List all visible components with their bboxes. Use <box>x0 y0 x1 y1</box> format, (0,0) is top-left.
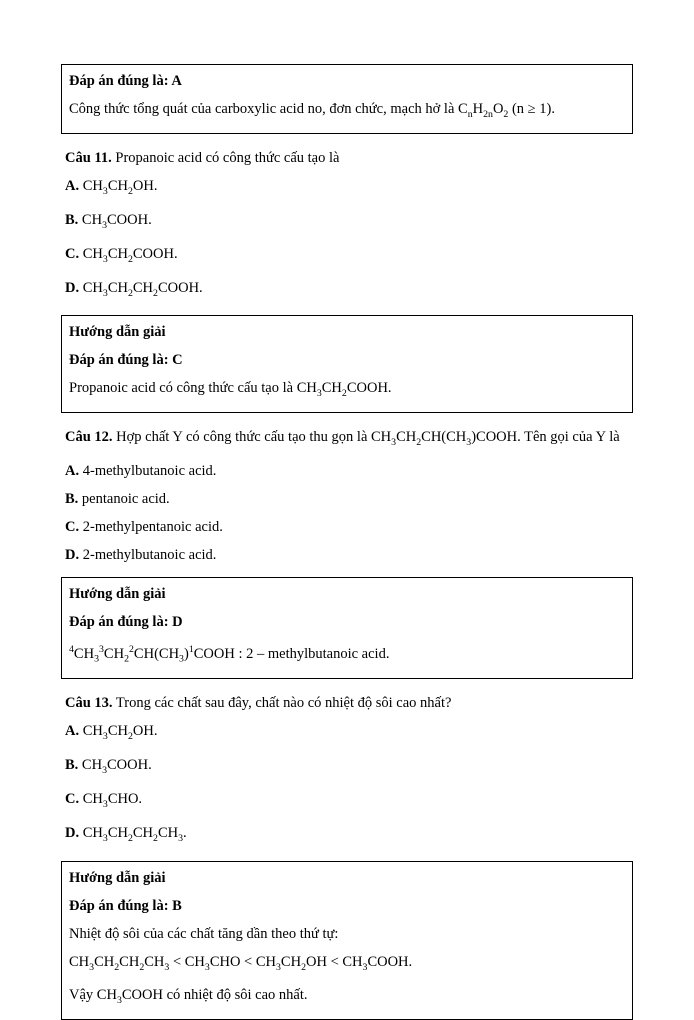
answer-line: Đáp án đúng là: A <box>69 73 182 89</box>
answer-line: Đáp án đúng là: B <box>69 897 182 914</box>
solution-line: Propanoic acid có công thức cấu tạo là $CH_3CH_2COOH$. <box>69 380 392 400</box>
option-label: A. <box>65 177 80 194</box>
option-b <box>65 751 629 785</box>
option-a <box>65 457 629 485</box>
option-a <box>65 172 629 206</box>
option-a <box>65 717 629 751</box>
solution-heading: Hướng dẫn giải <box>69 869 166 886</box>
option-text: $CH_3CHO$. <box>79 790 143 810</box>
question-13 <box>61 685 633 861</box>
option-text: $CH_3COOH$. <box>78 211 152 231</box>
question-stem <box>65 144 629 172</box>
question-number: Câu 13. <box>65 694 113 711</box>
option-text: $CH_3CH_2OH$. <box>79 177 158 197</box>
option-b <box>65 485 629 513</box>
option-label: C. <box>65 245 80 262</box>
option-label: D. <box>65 547 80 564</box>
solution-box-q13 <box>61 861 633 1020</box>
option-label: C. <box>65 519 80 536</box>
answer-line: Đáp án đúng là: C <box>69 352 183 369</box>
solution-box-q11 <box>61 315 633 413</box>
question-12 <box>61 419 633 577</box>
option-c <box>65 513 629 541</box>
question-text: Hợp chất Y có công thức cấu tạo thu gọn là $CH_3CH_2CH(CH_3)COOH$. Tên gọi của Y là <box>112 429 620 449</box>
question-text: Trong các chất sau đây, chất nào có nhiệt độ sôi cao nhất? <box>112 694 452 711</box>
option-d <box>65 541 629 569</box>
solution-box-q12 <box>61 577 633 679</box>
option-text: $CH_3CH_2CH_2CH_3$. <box>79 824 187 844</box>
option-text: pentanoic acid. <box>78 491 170 508</box>
option-c <box>65 785 629 819</box>
option-d <box>65 274 629 308</box>
answer-line: Đáp án đúng là: D <box>69 614 183 631</box>
question-text: Propanoic acid có công thức cấu tạo là <box>111 149 340 166</box>
solution-line: Nhiệt độ sôi của các chất tăng dần theo thứ tự: <box>69 925 339 942</box>
explanation-line: Công thức tổng quát của carboxylic acid no, đơn chức, mạch hở là $C_nH_{2n}O_2$ (n ≥ 1). <box>69 101 555 120</box>
option-label: A. <box>65 722 80 739</box>
answer-box-q10 <box>61 64 633 134</box>
solution-line: Vậy $CH_3COOH$ có nhiệt độ sôi cao nhất. <box>69 987 308 1007</box>
option-label: C. <box>65 790 80 807</box>
option-label: B. <box>65 756 79 773</box>
question-number: Câu 12. <box>65 429 113 446</box>
option-text: 2-methylpentanoic acid. <box>79 519 223 536</box>
option-label: B. <box>65 211 79 228</box>
option-label: D. <box>65 279 80 296</box>
option-text: $CH_3COOH$. <box>78 756 152 776</box>
option-c <box>65 240 629 274</box>
question-stem <box>65 689 629 717</box>
option-text: $CH_3CH_2COOH$. <box>79 245 178 265</box>
option-text: $CH_3CH_2OH$. <box>79 722 158 742</box>
solution-heading: Hướng dẫn giải <box>69 586 166 603</box>
question-number: Câu 11. <box>65 149 112 166</box>
option-label: A. <box>65 463 80 480</box>
option-text: 2-methylbutanoic acid. <box>79 547 217 564</box>
solution-formula: $CH_3CH_2CH_2CH_3 < CH_3CHO < CH_3CH_2OH$ < $CH_3COOH$. <box>69 953 413 973</box>
option-label: D. <box>65 824 80 841</box>
option-b <box>65 206 629 240</box>
option-d <box>65 819 629 853</box>
option-text: $CH_3CH_2CH_2COOH$. <box>79 279 203 299</box>
solution-heading: Hướng dẫn giải <box>69 324 166 341</box>
question-stem <box>65 423 629 457</box>
question-11 <box>61 140 633 316</box>
option-text: 4-methylbutanoic acid. <box>79 463 217 480</box>
option-label: B. <box>65 491 79 508</box>
solution-formula: $^4CH_3^3CH_2^2CH(CH_3)^1COOH$ : 2 – methylbutanoic acid. <box>69 644 390 665</box>
